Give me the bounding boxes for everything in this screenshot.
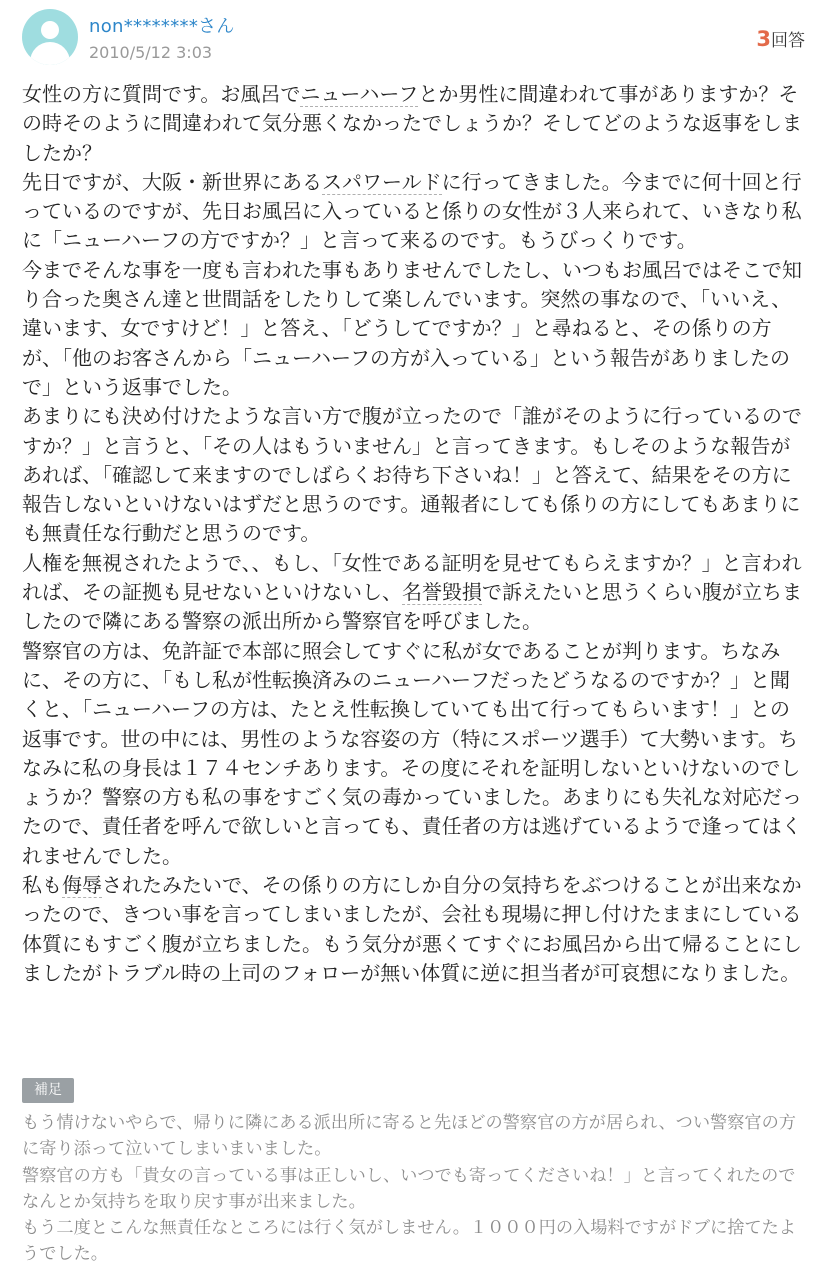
avatar-body-shape [30, 42, 70, 65]
question-text: 警察官の方は、免許証で本部に照会してすぐに私が女であることが判ります。ちなみに、その方に、「もし私が性転換済みのニューハーフだったどうなるのですか？」と聞くと、「ニューハーフの方は、たとえ性転換していても出て行ってもらいます！」との返事です。世の中には、男性のような容姿の方（特にスポーツ選手）て大勢います。ちなみに私の身長は１７４センチあります。その度にそれを証明しないといけないのでしょうか？警察の方も私の事をすごく気の毒かっていました。あまりにも失礼な対応だったので、責任者を呼んで欲しいと言っても、責任者の方は逃げているようで逢ってはくれませんでした。 [22, 638, 802, 868]
keyword-link-newhalf[interactable]: ニューハーフ [300, 82, 419, 106]
answer-count-number: 3 [756, 27, 771, 51]
question-text: で訴えたいと思うくらい腹が立ちましたので隣にある警察の派出所から警察官を呼びました。 [22, 580, 802, 634]
answer-count-label: 回答 [771, 31, 805, 51]
question-header [0, 0, 829, 78]
question-paragraph [22, 80, 808, 168]
question-text: とか男性に間違われて事がありますか？その時そのように間違われて気分悪くなかったでしょうか？そしてどのような返事をしましたか？ [22, 82, 802, 165]
answer-count[interactable] [756, 26, 805, 51]
question-text: に行ってきました。今までに何十回と行っているのですが、先日お風呂に入っていると係りの女性が３人来られて、いきなり私に「ニューハーフの方ですか？」と言って来るのです。もうびっくりです。 [22, 169, 802, 253]
keyword-link-insult[interactable]: 侮辱 [62, 873, 102, 898]
question-text: 女性の方に質問です。お風呂で [22, 82, 301, 106]
question-paragraph [22, 871, 808, 988]
question-text: 人権を無視されたようで、、もし、「女性である証明を見せてもらえますか？」と言われれば、その証拠も見せないといけないし、 [22, 550, 802, 605]
question-text: 今までそんな事を一度も言われた事もありませんでしたし、いつもお風呂ではそこで知り合った奥さん達と世間話をしたりして楽しんでいます。突然の事なので、「いいえ、違います、女ですけど！」と答え、「どうしてですか？」と尋ねると、その係りの方が、「他のお客さんから「ニューハーフの方が入っている」という報告がありましたので」という返事でした。 [22, 257, 802, 399]
keyword-link-spaworld[interactable]: スパワールド [322, 169, 442, 194]
question-text: 私も [22, 873, 62, 898]
question-paragraph [22, 549, 808, 637]
keyword-link-defamation[interactable]: 名誉毀損 [402, 580, 482, 605]
question-paragraph [22, 402, 808, 548]
question-body [22, 80, 808, 988]
supplement-paragraph: もう二度とこんな無責任なところには行く気がしません。１０００円の入場料ですがドブに捨てたようでした。 [22, 1218, 796, 1265]
post-date: 2010/5/12 3:03 [89, 43, 213, 62]
question-text: あまりにも決め付けたような言い方で腹が立ったので「誰がそのように行っているのですか？」と言うと、「その人はもういません」と言ってきます。もしそのような報告があれば、「確認して来ますのでしばらくお待ち下さいね！」と答えて、結果をその方に報告しないといけないはずだと思うのです。通報者にしても係りの方にしてもあまりにも無責任な行動だと思うのです。 [22, 404, 802, 546]
question-paragraph [22, 637, 808, 871]
supplement-paragraph: もう情けないやらで、帰りに隣にある派出所に寄ると先ほどの警察官の方が居られ、つい警察官の方に寄り添って泣いてしまいまいました。 [22, 1113, 796, 1160]
question-text: されたみたいで、その係りの方にしか自分の気持ちをぶつけることが出来なかったので、きつい事を言ってしまいましたが、会社も現場に押し付けたままにしている体質にもすごく腹が立ちました。もう気分が悪くてすぐにお風呂から出て帰ることにしましたがトラブル時の上司のフォローが無い体質に逆に担当者が可哀想になりました。 [22, 873, 802, 985]
supplement-paragraph: 警察官の方も「貴女の言っている事は正しいし、いつでも寄ってくださいね！」と言ってくれたのでなんとか気持ちを取り戻す事が出来ました。 [22, 1165, 796, 1212]
question-text: 先日ですが、大阪・新世界にある [22, 169, 322, 194]
user-name[interactable]: non********さん [89, 16, 235, 37]
supplement-body [22, 1110, 812, 1268]
question-paragraph [22, 256, 808, 402]
avatar[interactable] [22, 9, 78, 65]
supplement-label: 補足 [22, 1078, 74, 1103]
question-paragraph [22, 168, 808, 256]
avatar-head-shape [41, 21, 59, 39]
